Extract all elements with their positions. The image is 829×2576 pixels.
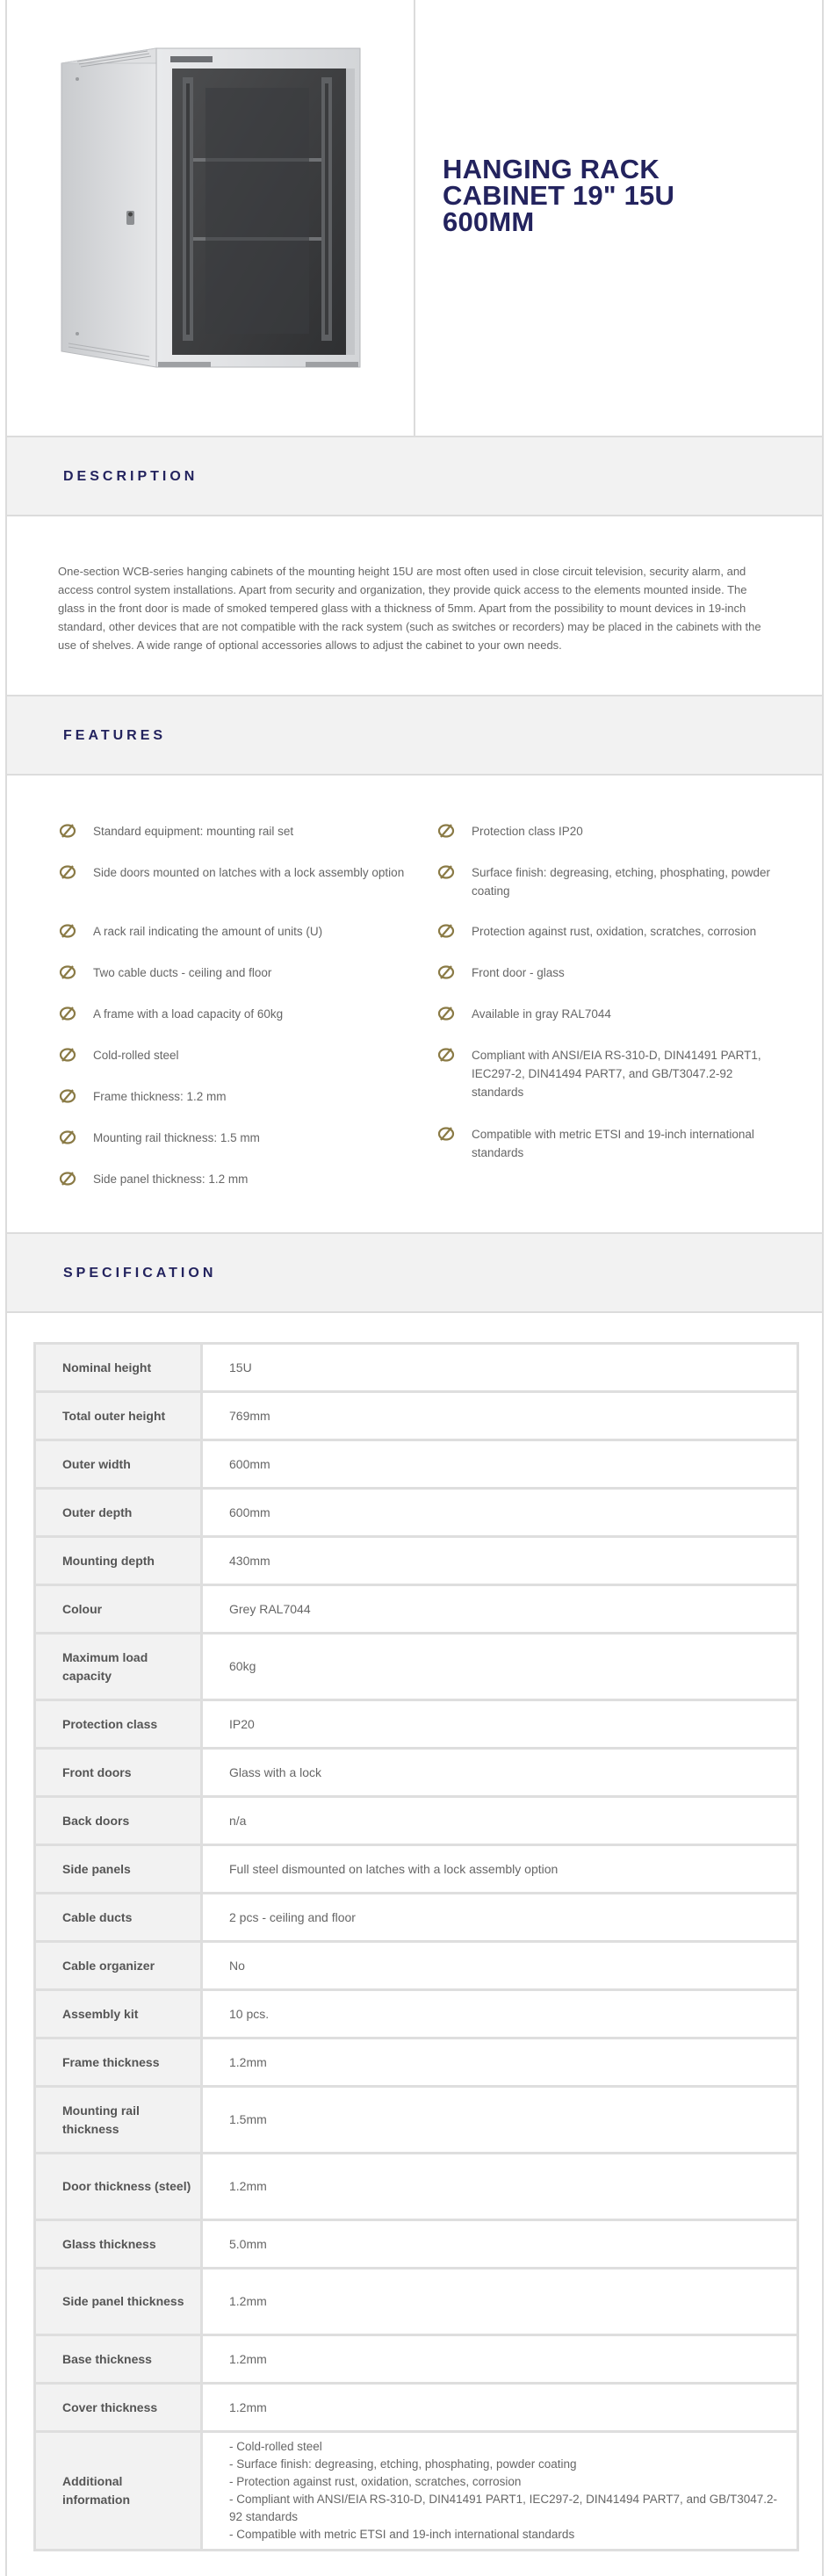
spec-key: Front doors bbox=[35, 1749, 202, 1797]
spec-key: Back doors bbox=[35, 1797, 202, 1845]
spec-row bbox=[35, 1797, 798, 1845]
spec-value: 769mm bbox=[202, 1392, 798, 1440]
feature-text: Protection against rust, oxidation, scratches, corrosion bbox=[472, 925, 757, 938]
spec-value: 2 pcs - ceiling and floor bbox=[202, 1894, 798, 1942]
spec-value: 1.2mm bbox=[202, 2038, 798, 2087]
feature-text: A frame with a load capacity of 60kg bbox=[93, 1007, 284, 1021]
feature-text: Two cable ducts - ceiling and floor bbox=[93, 966, 272, 979]
feature-bullet-icon bbox=[436, 1047, 456, 1063]
product-image-panel bbox=[7, 0, 415, 436]
spec-value: IP20 bbox=[202, 1700, 798, 1749]
spec-value: n/a bbox=[202, 1797, 798, 1845]
spec-key: Glass thickness bbox=[35, 2220, 202, 2269]
rack-cabinet-image[interactable] bbox=[7, 0, 415, 436]
additional-info-line: - Protection against rust, oxidation, scratches, corrosion bbox=[229, 2475, 522, 2488]
spec-key: Door thickness (steel) bbox=[35, 2154, 202, 2220]
spec-row bbox=[35, 1489, 798, 1537]
feature-item bbox=[58, 1170, 409, 1188]
spec-key: Additional information bbox=[35, 2432, 202, 2551]
description-section-header bbox=[7, 436, 822, 516]
feature-item bbox=[58, 922, 409, 941]
spec-key: Outer width bbox=[35, 1440, 202, 1489]
spec-key: Assembly kit bbox=[35, 1990, 202, 2038]
spec-value: 430mm bbox=[202, 1537, 798, 1585]
spec-value: 1.2mm bbox=[202, 2269, 798, 2335]
feature-item bbox=[436, 1005, 788, 1023]
feature-text: Mounting rail thickness: 1.5 mm bbox=[93, 1131, 260, 1144]
feature-item bbox=[58, 1129, 409, 1147]
product-hero bbox=[7, 0, 822, 437]
spec-row bbox=[35, 1942, 798, 1990]
spec-row bbox=[35, 1634, 798, 1700]
feature-text: Compatible with metric ETSI and 19-inch international standards bbox=[472, 1128, 754, 1159]
feature-item bbox=[436, 922, 788, 941]
spec-key: Cable ducts bbox=[35, 1894, 202, 1942]
feature-bullet-icon bbox=[58, 1171, 77, 1187]
feature-item bbox=[58, 863, 409, 882]
feature-bullet-icon bbox=[58, 1129, 77, 1145]
spec-row bbox=[35, 1537, 798, 1585]
feature-text: Side panel thickness: 1.2 mm bbox=[93, 1173, 249, 1186]
feature-text: Compliant with ANSI/EIA RS-310-D, DIN41491 PART1, IEC297-2, DIN41494 PART7, and GB/T3047.2-92 standards bbox=[472, 1049, 761, 1099]
spec-value: 10 pcs. bbox=[202, 1990, 798, 2038]
feature-item bbox=[58, 963, 409, 982]
spec-value: 60kg bbox=[202, 1634, 798, 1700]
features-section-header bbox=[7, 695, 822, 776]
spec-key: Protection class bbox=[35, 1700, 202, 1749]
additional-info-line: - Cold-rolled steel bbox=[229, 2440, 322, 2453]
spec-value: 15U bbox=[202, 1344, 798, 1392]
spec-row bbox=[35, 2038, 798, 2087]
feature-text: Front door - glass bbox=[472, 966, 565, 979]
feature-text: Protection class IP20 bbox=[472, 825, 583, 838]
spec-value-list bbox=[202, 2432, 798, 2551]
description-text: One-section WCB-series hanging cabinets of the mounting height 15U are most often used in close circuit television, security alarm, and access control system installations. Apart from security and organization, they provide quick access to the elements mounted inside. The glass in the front door is made of smoked tempered glass with a thickness of 5mm. Apart from the possibility to mount devices in 19-inch standard, other devices that are not compatible with the rack system (such as switches or recorders) may be placed in the cabinets with the use of shelves. A wide range of optional accessories allows to adjust the cabinet to your own needs. bbox=[58, 565, 761, 652]
product-title: HANGING RACK CABINET 19" 15U 600MM bbox=[443, 154, 675, 237]
spec-row bbox=[35, 2087, 798, 2154]
additional-info-line: - Surface finish: degreasing, etching, phosphating, powder coating bbox=[229, 2457, 577, 2471]
spec-value: 600mm bbox=[202, 1489, 798, 1537]
spec-key: Total outer height bbox=[35, 1392, 202, 1440]
spec-row-additional-information bbox=[35, 2432, 798, 2551]
spec-row bbox=[35, 2335, 798, 2384]
spec-value: Grey RAL7044 bbox=[202, 1585, 798, 1634]
spec-key: Outer depth bbox=[35, 1489, 202, 1537]
spec-row bbox=[35, 1440, 798, 1489]
spec-row bbox=[35, 2154, 798, 2220]
feature-item bbox=[58, 1046, 409, 1064]
feature-item bbox=[58, 822, 409, 841]
spec-row bbox=[35, 2384, 798, 2432]
feature-item bbox=[58, 1087, 409, 1106]
spec-value: Glass with a lock bbox=[202, 1749, 798, 1797]
spec-key: Cover thickness bbox=[35, 2384, 202, 2432]
spec-key: Nominal height bbox=[35, 1344, 202, 1392]
feature-bullet-icon bbox=[436, 1006, 456, 1021]
spec-value: 1.2mm bbox=[202, 2335, 798, 2384]
feature-text: Standard equipment: mounting rail set bbox=[93, 825, 294, 838]
feature-bullet-icon bbox=[436, 864, 456, 880]
feature-item bbox=[436, 1125, 788, 1162]
feature-text: Surface finish: degreasing, etching, phosphating, powder coating bbox=[472, 866, 770, 898]
spec-key: Side panel thickness bbox=[35, 2269, 202, 2335]
spec-row bbox=[35, 1585, 798, 1634]
feature-bullet-icon bbox=[436, 1126, 456, 1142]
spec-row bbox=[35, 1990, 798, 2038]
additional-info-line: - Compliant with ANSI/EIA RS-310-D, DIN41491 PART1, IEC297-2, DIN41494 PART7, and GB/T3047.2-92 standards bbox=[229, 2493, 778, 2523]
feature-item bbox=[436, 963, 788, 982]
spec-value: 1.2mm bbox=[202, 2154, 798, 2220]
feature-bullet-icon bbox=[436, 964, 456, 980]
feature-text: A rack rail indicating the amount of units (U) bbox=[93, 925, 323, 938]
spec-key: Colour bbox=[35, 1585, 202, 1634]
spec-row bbox=[35, 1392, 798, 1440]
spec-row bbox=[35, 1344, 798, 1392]
spec-key: Mounting depth bbox=[35, 1537, 202, 1585]
spec-value: 600mm bbox=[202, 1440, 798, 1489]
feature-text: Frame thickness: 1.2 mm bbox=[93, 1090, 227, 1103]
spec-row bbox=[35, 1894, 798, 1942]
feature-bullet-icon bbox=[58, 1047, 77, 1063]
feature-bullet-icon bbox=[58, 864, 77, 880]
spec-row bbox=[35, 1700, 798, 1749]
feature-bullet-icon bbox=[58, 964, 77, 980]
spec-key: Frame thickness bbox=[35, 2038, 202, 2087]
feature-item bbox=[436, 1046, 788, 1101]
feature-bullet-icon bbox=[58, 1088, 77, 1104]
specification-table bbox=[33, 1342, 799, 2551]
feature-bullet-icon bbox=[58, 823, 77, 839]
spec-value: 1.5mm bbox=[202, 2087, 798, 2154]
feature-item bbox=[436, 822, 788, 841]
feature-bullet-icon bbox=[58, 1006, 77, 1021]
spec-value: No bbox=[202, 1942, 798, 1990]
feature-item bbox=[58, 1005, 409, 1023]
spec-key: Maximum load capacity bbox=[35, 1634, 202, 1700]
feature-text: Side doors mounted on latches with a lock assembly option bbox=[93, 866, 405, 879]
spec-value: Full steel dismounted on latches with a lock assembly option bbox=[202, 1845, 798, 1894]
specification-heading: SPECIFICATION bbox=[63, 1266, 217, 1281]
feature-bullet-icon bbox=[436, 923, 456, 939]
feature-text: Available in gray RAL7044 bbox=[472, 1007, 611, 1021]
feature-text: Cold-rolled steel bbox=[93, 1049, 179, 1062]
spec-row bbox=[35, 1749, 798, 1797]
spec-key: Side panels bbox=[35, 1845, 202, 1894]
spec-key: Base thickness bbox=[35, 2335, 202, 2384]
specification-section-header bbox=[7, 1232, 822, 1313]
additional-info-line: - Compatible with metric ETSI and 19-inch international standards bbox=[229, 2528, 575, 2541]
spec-row bbox=[35, 1845, 798, 1894]
spec-row bbox=[35, 2220, 798, 2269]
feature-bullet-icon bbox=[436, 823, 456, 839]
feature-bullet-icon bbox=[58, 923, 77, 939]
feature-item bbox=[436, 863, 788, 900]
spec-key: Cable organizer bbox=[35, 1942, 202, 1990]
spec-value: 1.2mm bbox=[202, 2384, 798, 2432]
spec-value: 5.0mm bbox=[202, 2220, 798, 2269]
description-heading: DESCRIPTION bbox=[63, 469, 198, 484]
spec-row bbox=[35, 2269, 798, 2335]
features-heading: FEATURES bbox=[63, 728, 167, 743]
spec-key: Mounting rail thickness bbox=[35, 2087, 202, 2154]
